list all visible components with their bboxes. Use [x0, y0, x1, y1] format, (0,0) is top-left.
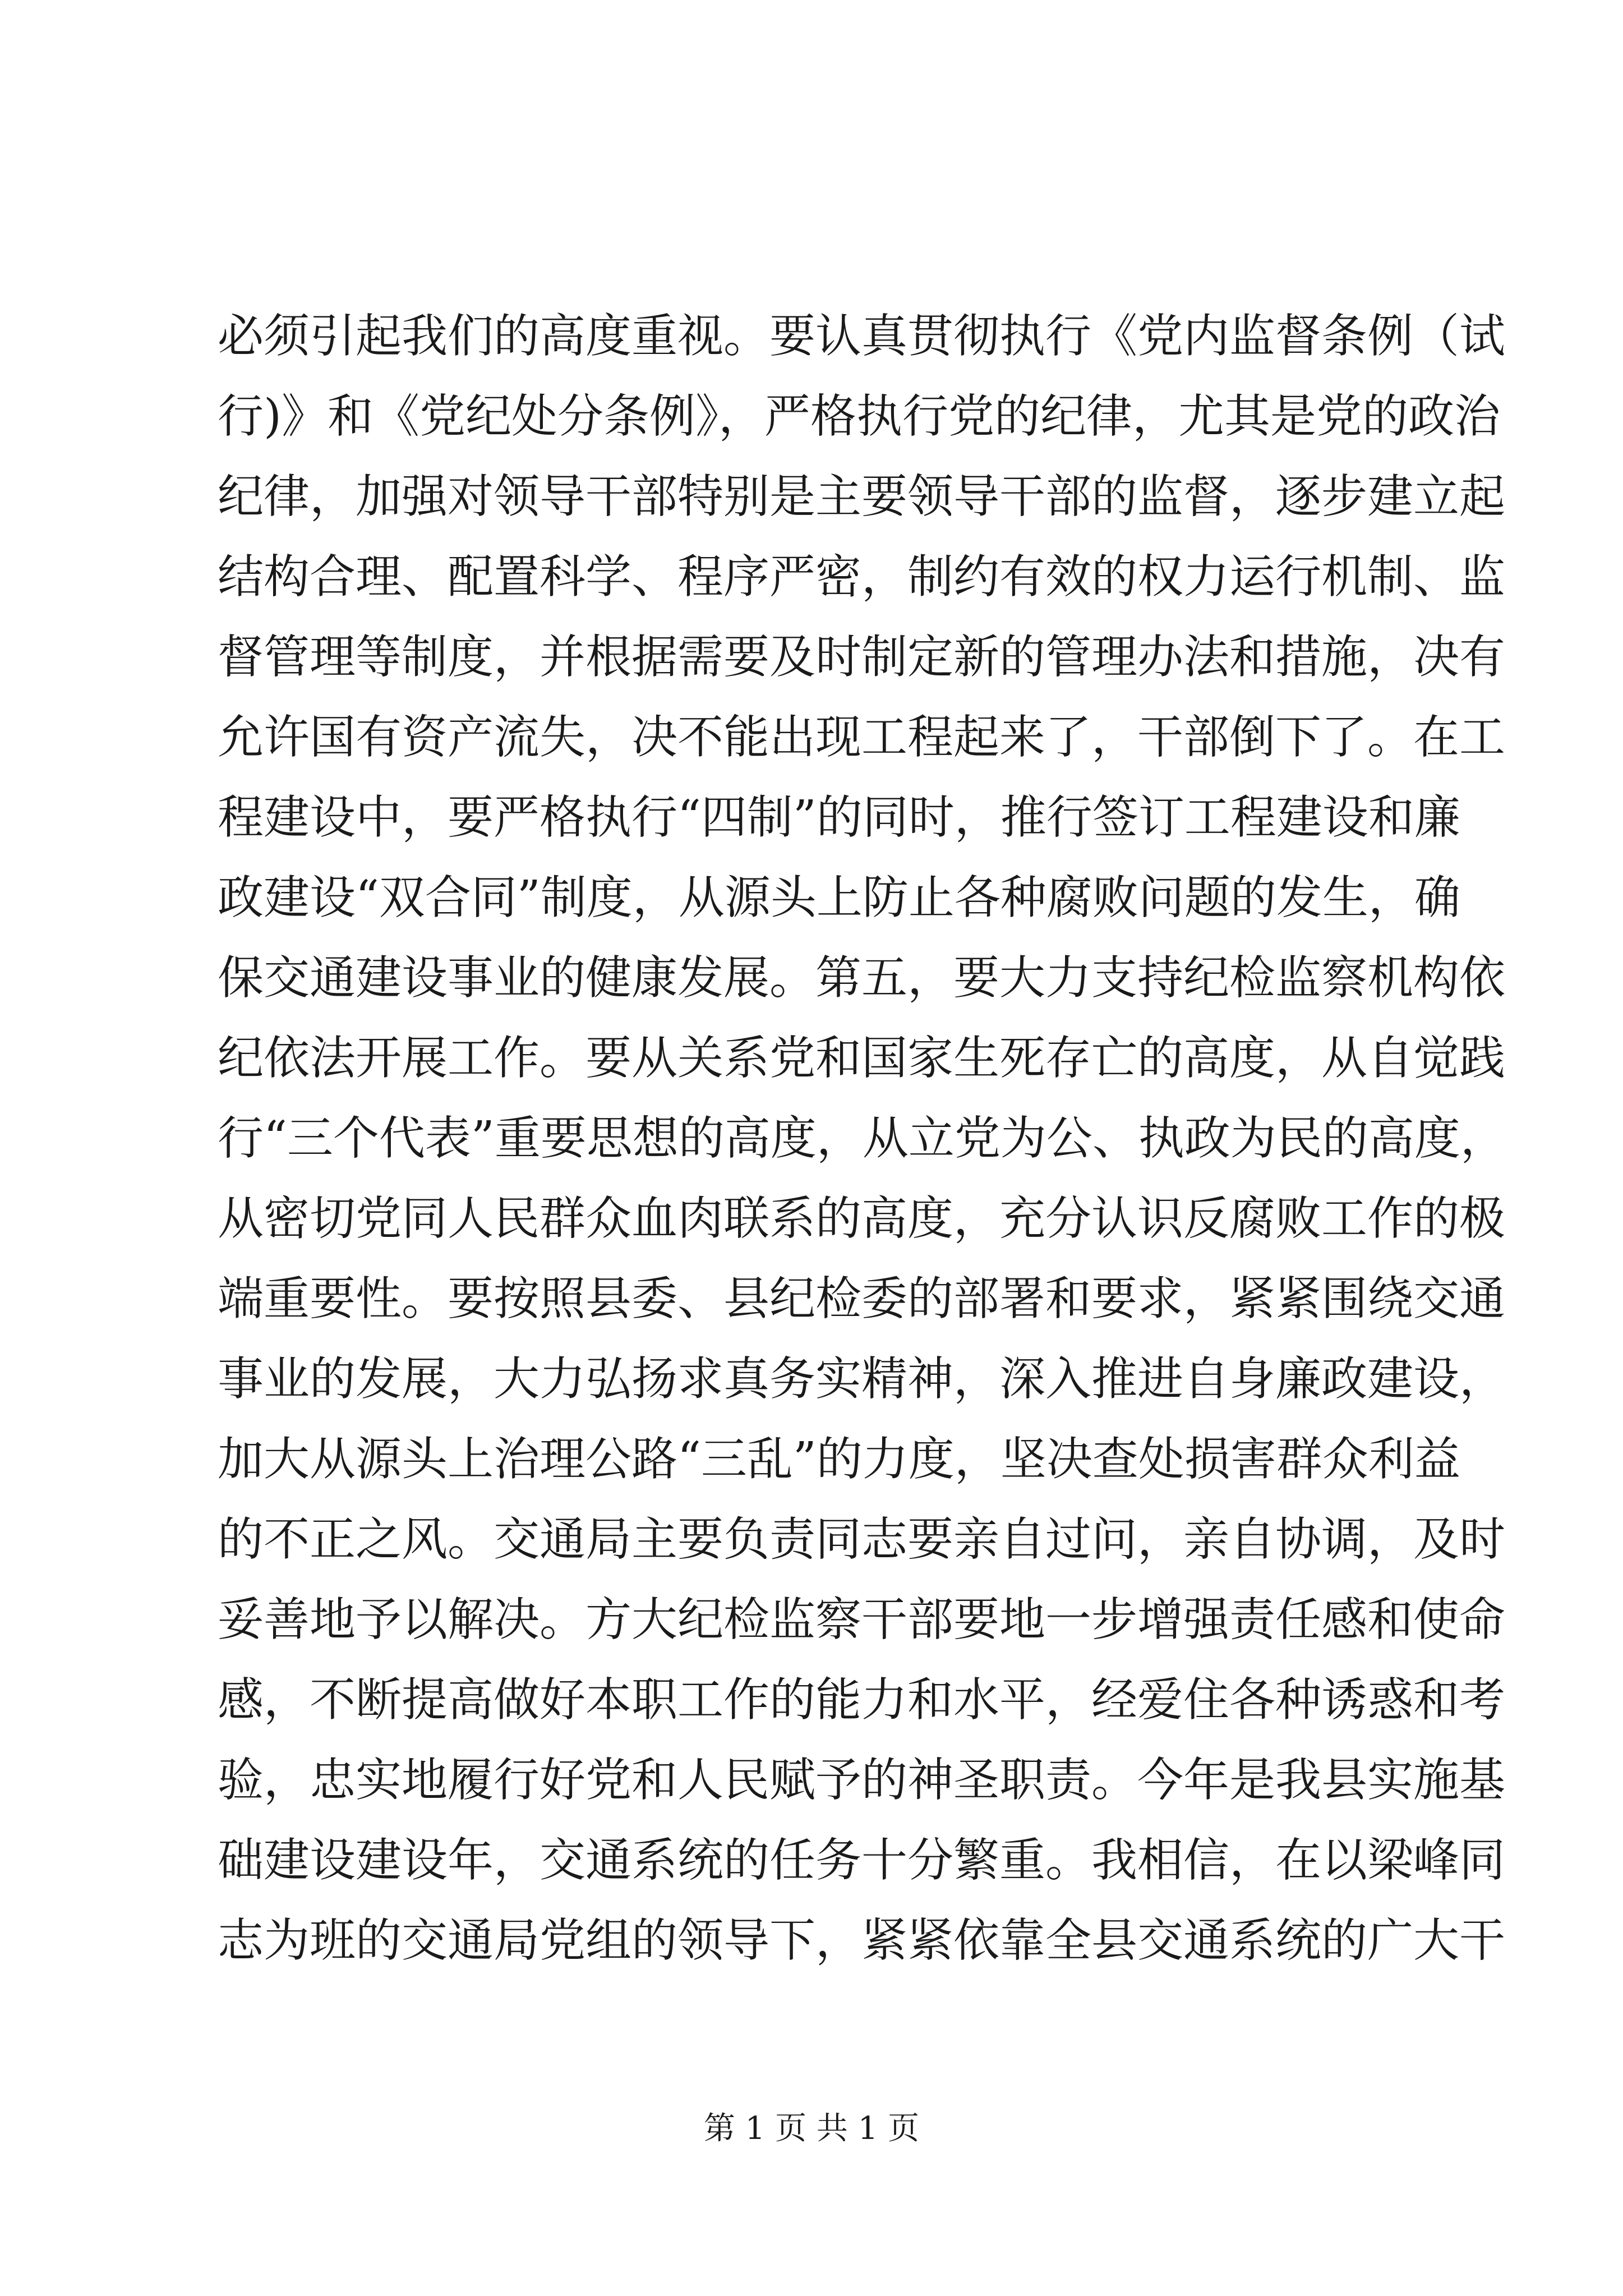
text-line: 行“三个代表”重要思想的高度，从立党为公、执政为民的高度， — [218, 1112, 1506, 1165]
text-line: 结构合理、配置科学、程序严密，制约有效的权力运行机制、监 — [218, 550, 1506, 604]
text-line: 从密切党同人民群众血肉联系的高度，充分认识反腐败工作的极 — [218, 1192, 1506, 1245]
text-line: 督管理等制度，并根据需要及时制定新的管理办法和措施，决有 — [218, 631, 1506, 684]
text-line: 程建设中，要严格执行“四制”的同时，推行签订工程建设和廉 — [218, 791, 1460, 844]
text-line: 志为班的交通局党组的领导下，紧紧依靠全县交通系统的广大干 — [218, 1914, 1506, 1967]
text-line: 础建设建设年，交通系统的任务十分繁重。我相信，在以梁峰同 — [218, 1834, 1506, 1887]
text-line: 的不正之风。交通局主要负责同志要亲自过问，亲自协调，及时 — [218, 1513, 1506, 1566]
text-line: 纪依法开展工作。要从关系党和国家生死存亡的高度，从自觉践 — [218, 1032, 1506, 1085]
text-line: 行)》和《党纪处分条例》，严格执行党的纪律，尤其是党的政治 — [218, 390, 1500, 443]
text-line: 加大从源头上治理公路“三乱”的力度，坚决查处损害群众利益 — [218, 1433, 1460, 1486]
text-line: 保交通建设事业的健康发展。第五，要大力支持纪检监察机构依 — [218, 951, 1506, 1005]
text-line: 政建设“双合同”制度，从源头上防止各种腐败问题的发生，确 — [218, 871, 1460, 924]
page-number: 第 1 页 共 1 页 — [703, 2110, 920, 2147]
text-line: 验，忠实地履行好党和人民赋予的神圣职责。今年是我县实施基 — [218, 1754, 1506, 1807]
page-footer — [0, 2109, 1623, 2148]
body-text — [218, 296, 1506, 1981]
text-line: 端重要性。要按照县委、县纪检委的部署和要求，紧紧围绕交通 — [218, 1272, 1506, 1326]
text-line: 允许国有资产流失，决不能出现工程起来了，干部倒下了。在工 — [218, 711, 1506, 764]
text-line: 纪律，加强对领导干部特别是主要领导干部的监督，逐步建立起 — [218, 470, 1506, 523]
text-line: 必须引起我们的高度重视。要认真贯彻执行《党内监督条例（试 — [218, 310, 1506, 363]
text-line: 妥善地予以解决。方大纪检监察干部要地一步增强责任感和使命 — [218, 1593, 1506, 1646]
text-line: 感，不断提高做好本职工作的能力和水平，经爱住各种诱惑和考 — [218, 1673, 1506, 1727]
text-line: 事业的发展，大力弘扬求真务实精神，深入推进自身廉政建设， — [218, 1352, 1506, 1406]
